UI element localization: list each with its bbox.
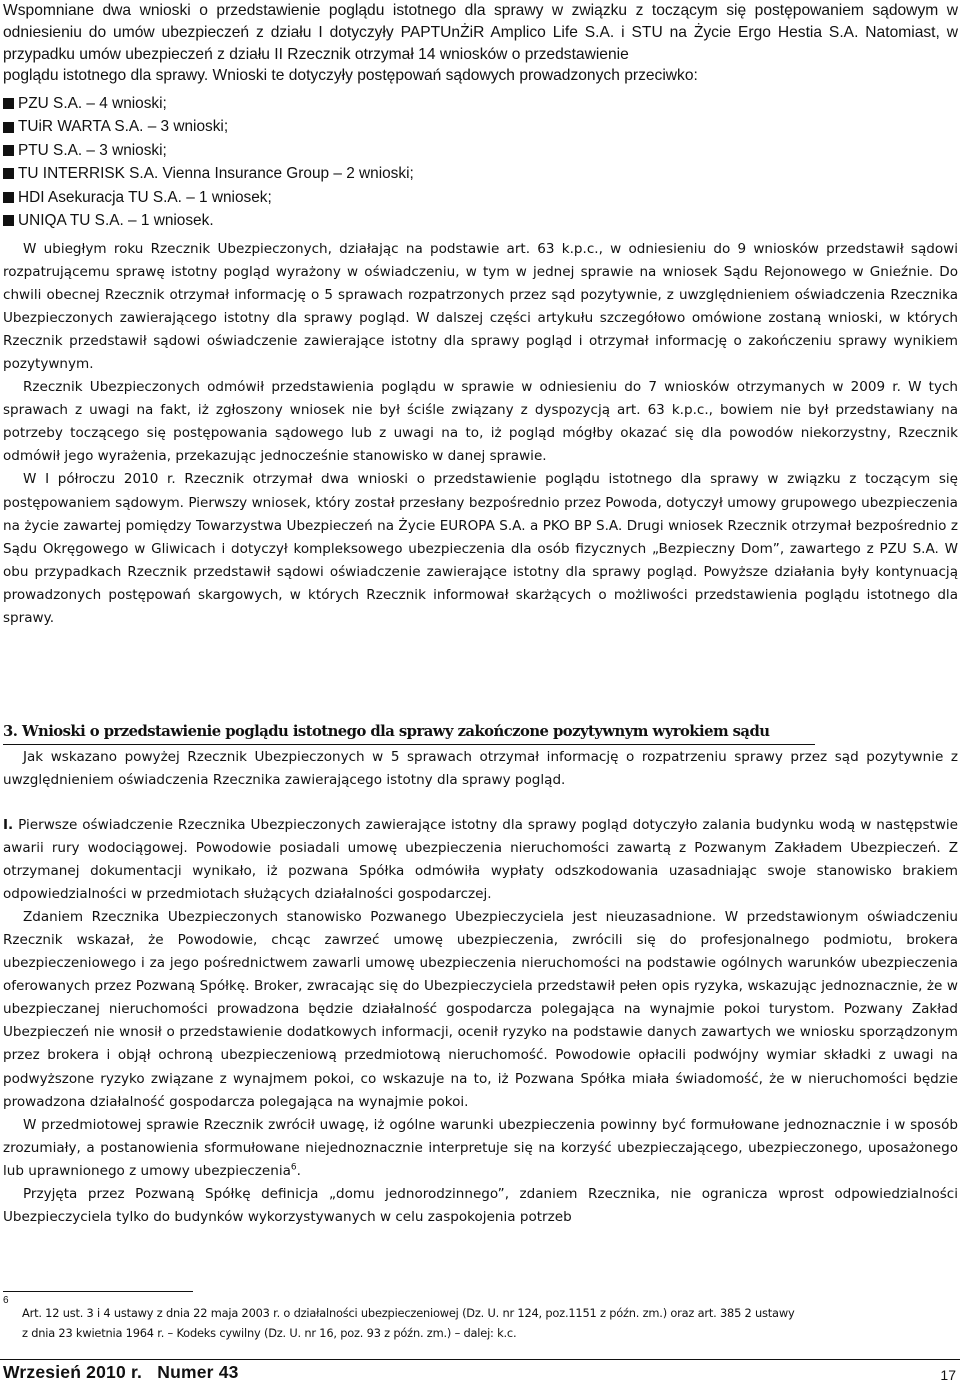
list-item: UNIQA TU S.A. – 1 wniosek.	[3, 209, 414, 232]
list-item: PTU S.A. – 3 wnioski;	[3, 139, 414, 162]
footnote-number: 6	[3, 1295, 9, 1306]
case-paragraph: Zdaniem Rzecznika Ubezpieczonych stanowisko Pozwanego Ubezpieczyciela jest nieuzasadnione. W przedstawionym oświadczeniu Rzecznik wskazał, że Powodowie, chcąc zawrzeć umowę ubezpieczenia, zwrócili się do profesjonalnego podmiotu, brokera ubezpieczeniowego i za jego pośrednictwem zawarli umowę ubezpieczenia nieruchomości na podstawie ogólnych warunków ubezpieczenia oferowanych przez Pozwaną Spółkę. Broker, zwracając się do Ubezpieczyciela przedstawił pełen opis ryzyka, wskazując jednoznacznie, że w ubezpieczanej nieruchomości prowadzona będzie działalność gospodarcza polegająca na wynajmie pokoi turystom. Pozwany Zakład Ubezpieczeń nie wnosił o przedstawienie dodatkowych informacji, ocenił ryzyko na podstawie danych zawartych we wniosku sporządzonym przez brokera i objął ochroną ubezpieczeniową przedmiotową nieruchomość. Powodowie opłacili podwójny wymiar składki z uwagi na podwyższone ryzyko związane z wynajmem pokoi, co wskazuje na to, iż Pozwana Spółka miała świadomość, że w nieruchomości będzie prowadzona działalność gospodarcza polegająca na wynajmie pokoi.	[3, 909, 958, 1110]
footnote-line: Art. 12 ust. 3 i 4 ustawy z dnia 22 maja 2003 r. o działalności ubezpieczeniowej (Dz. U. nr 124, poz.1151 z późn. zm.) oraz art. 385 2 ustawy	[22, 1306, 795, 1320]
case-number: I.	[3, 817, 14, 833]
case-section	[3, 814, 958, 1229]
body-paragraph: W ubiegłym roku Rzecznik Ubezpieczonych, działając na podstawie art. 63 k.p.c., w odniesieniu do 9 wniosków przedstawił sądowi rozpatrującemu sprawę istotny pogląd wyrażony w oświadczeniu, w tym w jednej sprawie na wniosek Sądu Rejonowego w Gnieźnie. Do chwili obecnej Rzecznik otrzymał informację o 5 sprawach rozpatrzonych przez sąd pozytywnie, z uwzględnieniem oświadczenia Rzecznika Ubezpieczonych zawierającego istotny dla sprawy pogląd. W dalszej części artykułu szczegółowo omówione zostaną wnioski, w których Rzecznik przedstawił sądowi oświadczenie zawierające istotny dla sprawy pogląd i otrzymał informację o zakończeniu sprawy wynikiem pozytywnym.	[3, 241, 958, 373]
bullet-square-icon	[3, 215, 14, 226]
intro-text-cont: poglądu istotnego dla sprawy. Wnioski te dotyczyły postępowań sądowych prowadzonych przeciwko:	[3, 67, 698, 85]
body-paragraph: W I półroczu 2010 r. Rzecznik otrzymał dwa wnioski o przedstawienie poglądu istotnego dla sprawy w związku z toczącym się postępowaniem sądowym. Pierwszy wniosek, który został przesłany bezpośrednio przez Powoda, dotyczył umowy grupowego ubezpieczenia na życie zawartej pomiędzy Towarzystwa Ubezpieczeń na Życie EUROPA S.A. a PKO BP S.A. Drugi wniosek Rzecznik otrzymał bezpośrednio z Sądu Okręgowego w Gliwicach i dotyczył kompleksowego ubezpieczenia dla osób fizycznych „Bezpieczny Dom”, zawartego z PZU S.A. W obu przypadkach Rzecznik przedstawił sądowi oświadczenie zawierające istotny dla sprawy pogląd. Powyższe działania były kontynuacją prowadzonych postępowań skargowych, w których Rzecznik informował skarżących o możliwości przedstawienia poglądu istotnego dla sprawy.	[3, 471, 958, 626]
list-item: TU INTERRISK S.A. Vienna Insurance Group – 2 wnioski;	[3, 162, 414, 185]
intro-paragraph	[3, 0, 958, 87]
case-paragraph: I. Pierwsze oświadczenie Rzecznika Ubezpieczonych zawierające istotny dla sprawy pogląd dotyczyło zalania budynku wodą w następstwie awarii rury wodociągowej. Powodowie posiadali umowę ubezpieczenia nieruchomości zawartą z Pozwanym Zakładem Ubezpieczeń. Z otrzymanej dokumentacji wynikało, iż pozwana Spółka odmówiła wypłaty odszkodowania uzasadniając swoje stanowisko brakiem odpowiedzialności w przedmiotach służących działalności gospodarczej.	[3, 817, 958, 903]
intro-text: Wspomniane dwa wnioski o przedstawienie poglądu istotnego dla sprawy w związku z toczącym się postępowaniem sądowym w odniesieniu do umów ubezpieczeń z działu I dotyczyły PAPTUnŻiR Amplico Life S.A. i STU na Życie Ergo Hestia S.A. Natomiast, w przypadku umów ubezpieczeń z działu II Rzecznik otrzymał 14 wniosków o przedstawienie	[3, 2, 958, 63]
case-paragraph: W przedmiotowej sprawie Rzecznik zwrócił uwagę, iż ogólne warunki ubezpieczenia powinny być formułowane jednoznacznie i w sposób zrozumiały, a postanowienia sformułowane niejednoznacznie interpretuje się na korzyść ubezpieczającego, ubezpieczonego, uposażonego lub uprawnionego z umowy ubezpieczenia$^6$.	[3, 1116, 958, 1179]
footnote-text	[22, 1304, 958, 1343]
footnote-line: z dnia 23 kwietnia 1964 r. – Kodeks cywilny (Dz. U. nr 16, poz. 93 z późn. zm.) – dalej: k.c.	[22, 1325, 517, 1340]
bullet-square-icon	[3, 145, 14, 156]
body-section-top	[3, 238, 958, 630]
body-paragraph: Rzecznik Ubezpieczonych odmówił przedstawienia poglądu w sprawie w odniesieniu do 7 wniosków otrzymanych w 2009 r. W tych sprawach z uwagi na fakt, iż zgłoszony wniosek nie był ściśle związany z dyspozycją art. 63 k.p.c., bowiem nie był przedstawiany na potrzeby toczącego się postępowania sądowego lub z uwagi na to, iż pogląd mógłby okazać się dla powodów niekorzystny, Rzecznik odmówił jego wyrażenia, przekazując jednocześnie stanowisko w danej sprawie.	[3, 379, 958, 465]
case-paragraph: Przyjęta przez Pozwaną Spółkę definicja „domu jednorodzinnego”, zdaniem Rzecznika, nie ogranicza wprost odpowiedzialności Ubezpieczyciela tylko do budynków wykorzystywanych w celu zaspokojenia potrzeb	[3, 1185, 958, 1225]
list-item: TUiR WARTA S.A. – 3 wnioski;	[3, 115, 414, 138]
footer-separator	[0, 1359, 960, 1360]
page-number: 17	[940, 1367, 956, 1383]
section-intro	[3, 746, 958, 792]
bullet-square-icon	[3, 168, 14, 179]
footnote-separator	[3, 1291, 193, 1292]
bullet-square-icon	[3, 192, 14, 203]
bullet-square-icon	[3, 98, 14, 109]
list-item: PZU S.A. – 4 wnioski;	[3, 92, 414, 115]
body-paragraph: Jak wskazano powyżej Rzecznik Ubezpieczonych w 5 sprawach otrzymał informację o rozpatrzeniu sprawy przez sąd pozytywnie z uwzględnieniem oświadczenia Rzecznika zawierającego istotny dla sprawy pogląd.	[3, 749, 958, 789]
insurer-list	[3, 92, 414, 232]
bullet-square-icon	[3, 122, 14, 133]
issue-label: Wrzesień 2010 r. Numer 43	[3, 1362, 239, 1382]
heading-underline	[3, 744, 815, 745]
list-item: HDI Asekuracja TU S.A. – 1 wniosek;	[3, 186, 414, 209]
section-heading: 3. Wnioski o przedstawienie poglądu istotnego dla sprawy zakończone pozytywnym wyrokiem sądu	[3, 723, 770, 740]
footnote-reference[interactable]: 6	[290, 1162, 297, 1173]
